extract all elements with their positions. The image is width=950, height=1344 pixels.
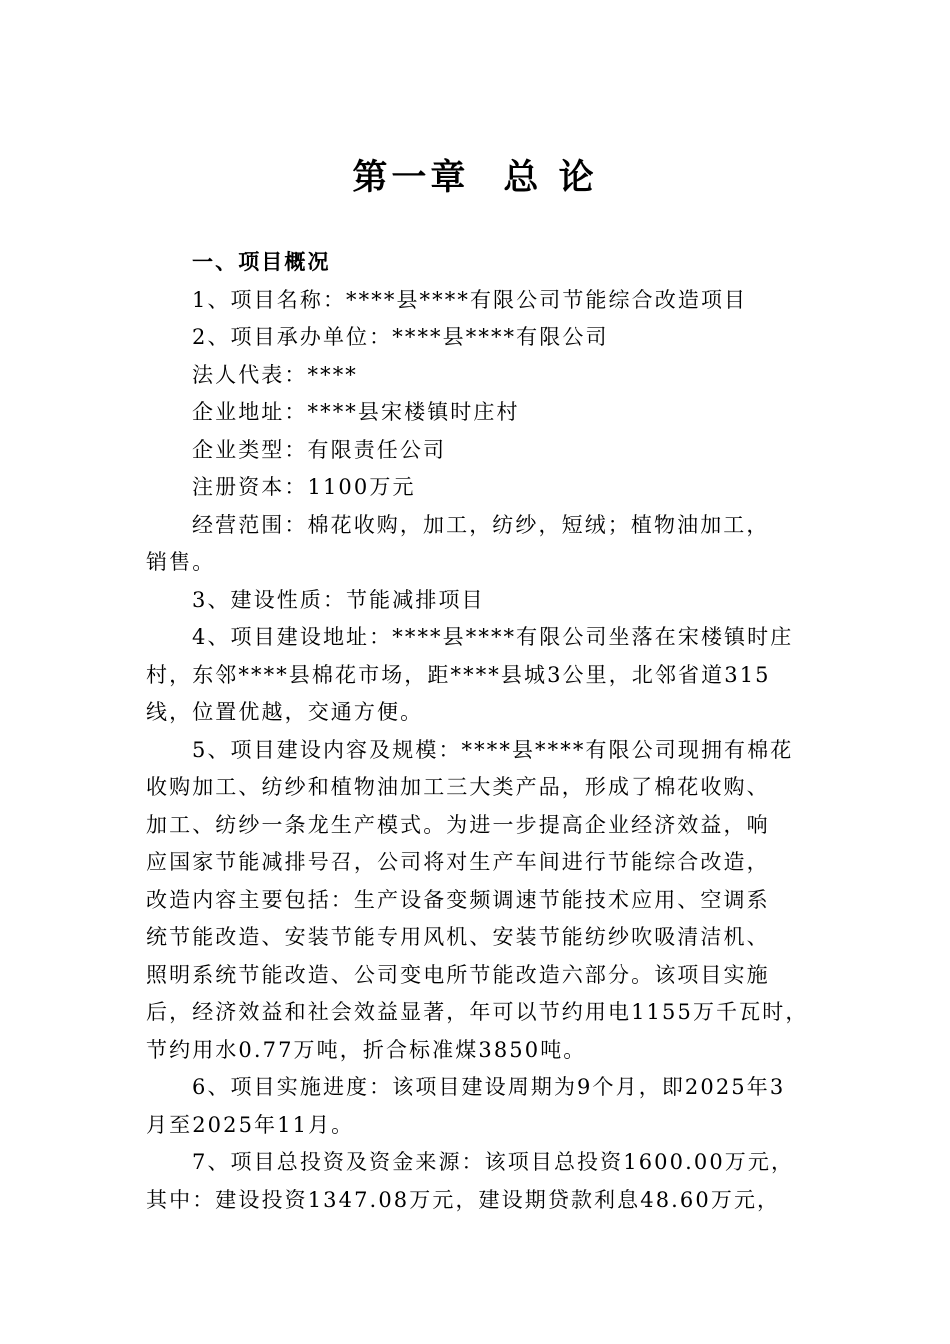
schedule-cont: 月至2025年11月。 xyxy=(146,1112,355,1137)
company-type-line: 企业类型：有限责任公司 xyxy=(192,437,447,462)
scope-cont-7: 后，经济效益和社会效益显著，年可以节约用电1155万千瓦时， xyxy=(146,1000,809,1024)
chapter-name: 总 论 xyxy=(503,158,598,198)
project-name-line: 1、项目名称：****县****有限公司节能综合改造项目 xyxy=(192,287,748,312)
scope-cont-1: 收购加工、纺纱和植物油加工三大类产品，形成了棉花收购、 xyxy=(146,775,770,799)
body-text xyxy=(146,244,810,1219)
location-cont-2: 线，位置优越，交通方便。 xyxy=(146,700,424,724)
business-scope-line: 经营范围：棉花收购，加工，纺纱，短绒；植物油加工， xyxy=(192,512,770,537)
schedule-line: 6、项目实施进度：该项目建设周期为9个月，即2025年3 xyxy=(192,1075,786,1099)
scope-cont-8: 节约用水0.77万吨，折合标准煤3850吨。 xyxy=(146,1037,587,1062)
nature-line: 3、建设性质：节能减排项目 xyxy=(192,587,485,612)
legal-rep-line: 法人代表：**** xyxy=(192,362,358,387)
scope-line: 5、项目建设内容及规模：****县****有限公司现拥有棉花 xyxy=(192,737,794,762)
chapter-number: 第一章 xyxy=(352,158,470,198)
location-cont-1: 村，东邻****县棉花市场，距****县城3公里，北邻省道315 xyxy=(146,662,771,687)
scope-cont-5: 统节能改造、安装节能专用风机、安装节能纺纱吹吸清洁机、 xyxy=(146,925,770,949)
sponsor-line: 2、项目承办单位：****县****有限公司 xyxy=(192,325,609,349)
section-heading: 一、项目概况 xyxy=(192,250,331,274)
scope-cont-2: 加工、纺纱一条龙生产模式。为进一步提高企业经济效益，响 xyxy=(146,812,770,837)
scope-cont-6: 照明系统节能改造、公司变电所节能改造六部分。该项目实施 xyxy=(146,962,770,987)
capital-line: 注册资本：1100万元 xyxy=(192,475,416,499)
business-scope-cont: 销售。 xyxy=(146,550,216,574)
investment-cont: 其中：建设投资1347.08万元，建设期贷款利息48.60万元， xyxy=(146,1187,781,1212)
address-line: 企业地址：****县宋楼镇时庄村 xyxy=(192,400,520,424)
scope-cont-4: 改造内容主要包括：生产设备变频调速节能技术应用、空调系 xyxy=(146,887,770,912)
location-line: 4、项目建设地址：****县****有限公司坐落在宋楼镇时庄 xyxy=(192,625,794,649)
scope-cont-3: 应国家节能减排号召，公司将对生产车间进行节能综合改造， xyxy=(146,850,770,874)
investment-line: 7、项目总投资及资金来源：该项目总投资1600.00万元， xyxy=(192,1150,795,1174)
chapter-title xyxy=(0,150,950,200)
